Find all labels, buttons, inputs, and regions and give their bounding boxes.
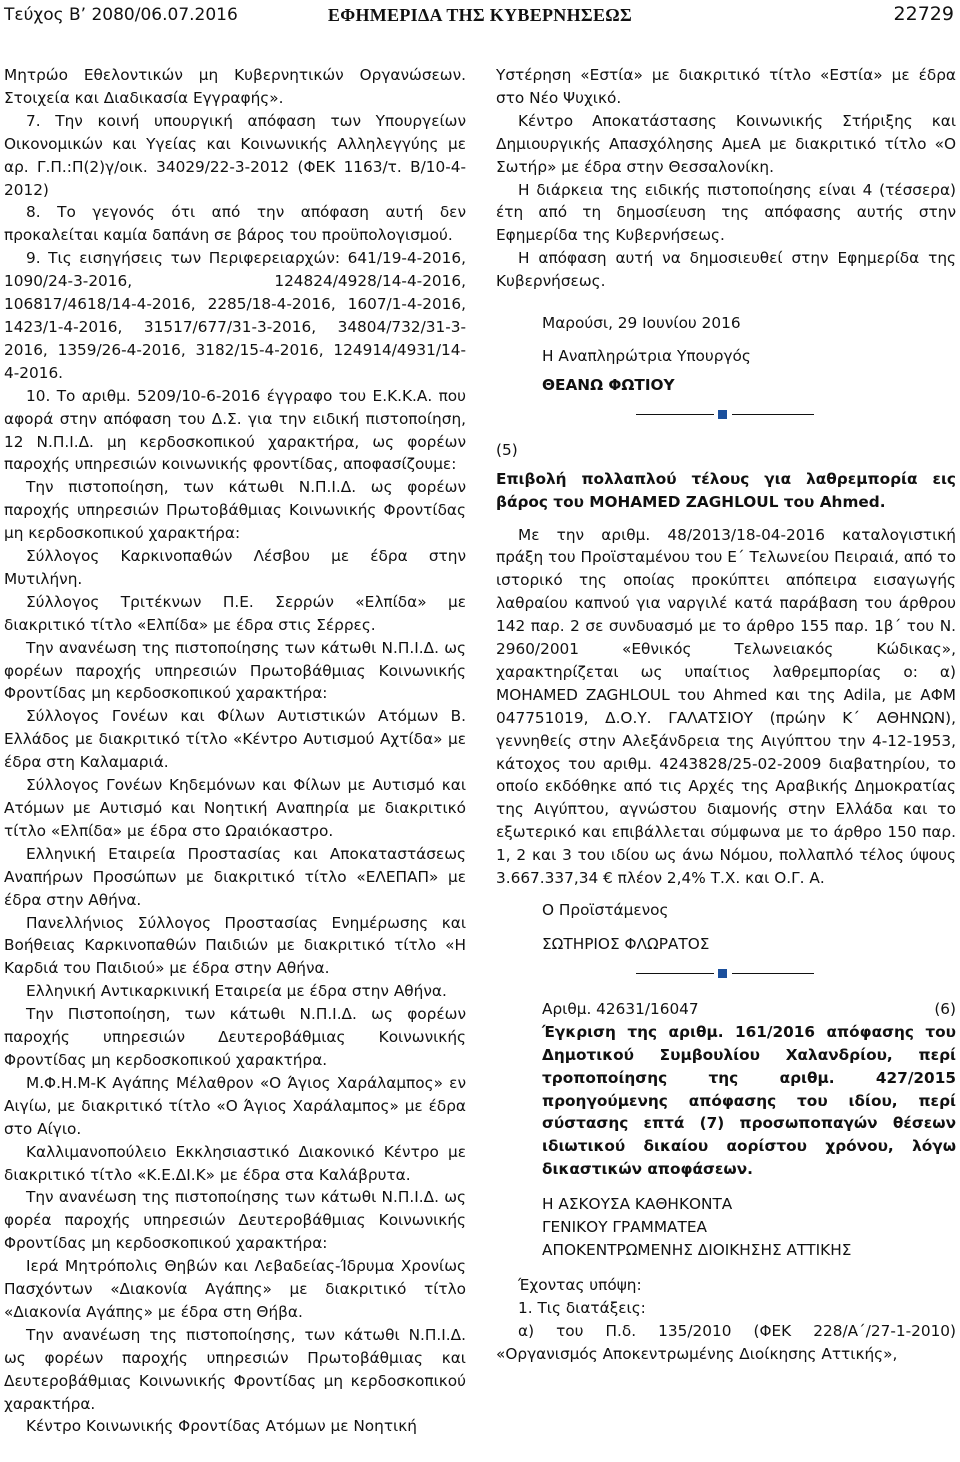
signature-name: ΘΕΑΝΩ ΦΩΤΙΟΥ: [542, 375, 675, 394]
separator-square-icon: [718, 410, 727, 419]
paragraph: Κέντρο Αποκατάστασης Κοινωνικής Στήριξης και Δημιουργικής Απασχόλησης ΑμεΑ με διακριτικό τίτλο «Ο Σωτήρ» με έδρα στην Θεσσαλονίκη.: [496, 111, 956, 176]
section-title: Επιβολή πολλαπλού τέλους για λαθρεμπορία εις βάρος του MOHAMED ZAGHLOUL του Ahmed.: [496, 469, 956, 511]
signature-place-date: Μαρούσι, 29 Ιουνίου 2016: [542, 314, 741, 333]
paragraph: Μ.Φ.Η.Μ-Κ Αγάπης Μέλαθρον «Ο Άγιος Χαράλαμπος» εν Αιγίω, με διακριτικό τίτλο «Ο Άγιος Χαράλαμπος» με έδρα στο Αίγιο.: [4, 1073, 466, 1138]
paragraph: Σύλλογος Τριτέκνων Π.Ε. Σερρών «Ελπίδα» με διακριτικό τίτλο «Ελπίδα» με έδρα στις Σέρρες.: [4, 592, 466, 634]
right-column: [496, 64, 956, 1366]
separator-square-icon: [718, 969, 727, 978]
paragraph: Σύλλογος Γονέων Κηδεμόνων και Φίλων με Αυτισμό και Ατόμων με Αυτισμό και Νοητική Αναπηρία με διακριτικό τίτλο «Ελπίδα» με έδρα στο Ωραιόκαστρο.: [4, 776, 466, 840]
section-number: (5): [496, 440, 518, 459]
paragraph: Καλλιμανοπούλειο Εκκλησιαστικό Διακονικό Κέντρο με διακριτικό τίτλο «Κ.Ε.ΔΙ.Κ» με έδρα στα Καλάβρυτα.: [4, 1142, 466, 1184]
paragraph: 9. Τις εισηγήσεις των Περιφερειαρχών: 641/19-4-2016, 1090/24-3-2016, 124824/4928/14-4-2016, 106817/4618/14-4-2016, 2285/18-4-2016, 1607/1-4-2016, 1423/1-4-2016, 31517/677/31-3-2016, 34804/732/31-3-2016, 1359/26-4-2016, 3182/15-4-2016, 124914/4931/14-4-2016.: [4, 249, 466, 382]
section-title: Έγκριση της αριθμ. 161/2016 απόφασης του Δημοτικού Συμβουλίου Χαλανδρίου, περί τροποποίησης της αριθμ. 427/2015 προηγούμενης απόφασης του ιδίου, περί σύστασης επτά (7) προσωποπαγών θέσεων ιδιωτικού δικαίου αορίστου χρόνου, λόγω δικαστικών αποφάσεων.: [542, 1022, 956, 1179]
signer-role: Ο Προϊστάμενος: [542, 901, 669, 919]
section-separator: [496, 403, 956, 425]
paragraph: Την Πιστοποίηση, των κάτωθι Ν.Π.Ι.Δ. ως φορέων παροχής υπηρεσιών Δευτεροβάθμιας Κοινωνικής Φροντίδας μη κερδοσκοπικού χαρακτήρα.: [4, 1005, 466, 1069]
paragraph: Ελληνική Εταιρεία Προστασίας και Αποκαταστάσεως Αναπήρων Προσώπων με διακριτικό τίτλο «ΕΛΕΠΑΠ» με έδρα στην Αθήνα.: [4, 844, 466, 909]
paragraph: Πανελλήνιος Σύλλογος Προστασίας Ενημέρωσης και Βοήθειας Καρκινοπαθών Παιδιών με διακριτικό τίτλο «Η Καρδιά του Παιδιού» με έδρα στην Αθήνα.: [4, 913, 466, 978]
gazette-title: ΕΦΗΜΕΡΙΔΑ ΤΗΣ ΚΥΒΕΡΝΗΣΕΩΣ: [327, 5, 633, 25]
paragraph: Υστέρηση «Εστία» με διακριτικό τίτλο «Εστία» με έδρα στο Νέο Ψυχικό.: [496, 66, 956, 107]
paragraph: Την ανανέωση της πιστοποίησης, των κάτωθι Ν.Π.Ι.Δ. ως φορέων παροχής υπηρεσιών Πρωτοβάθμιας και Δευτεροβάθμιας Κοινωνικής Φροντίδας μη κερδοσκοπικού χαρακτήρα.: [4, 1325, 466, 1413]
section-ref: Αριθμ. 42631/16047: [542, 999, 699, 1018]
paragraph: Η απόφαση αυτή να δημοσιευθεί στην Εφημερίδα της Κυβερνήσεως.: [496, 249, 956, 291]
page-header: [0, 0, 960, 40]
section-body: Με την αριθμ. 48/2013/18-04-2016 καταλογιστική πράξη του Προϊσταμένου του Ε΄ Τελωνείου Πειραιά, από το ιστορικό της οποίας προκύπτει απόπειρα εισαγωγής λαθραίου καπνού για ναργιλέ κατά παράβαση του άρθρου 142 παρ. 2 σε συνδυασμό με το άρθρο 155 παρ. 1β΄ του Ν. 2960/2001 «Εθνικός Τελωνειακός Κώδικας», χαρακτηρίζεται ως υπαίτιος λαθρεμπορίας ο: α) MOHAMED ZAGHLOUL του Ahmed και της Adila, με ΑΦΜ 047751019, Δ.Ο.Υ. ΓΑΛΑΤΣΙΟΥ (πρώην Κ΄ ΑΘΗΝΩΝ), γεννηθείς στην Αλεξάνδρεια της Αιγύπτου την 4-12-1953, κάτοχος του αριθμ. 4243828/25-02-2009 διαβατηρίου, το οποίο εκδόθηκε από τις Αρχές της Αραβικής Δημοκρατίας της Αιγύπτου, αγνώστου διαμονής στην Ελλάδα και το εξωτερικό και επιβάλλεται σύμφωνα με το άρθρο 150 παρ. 1, 2 και 3 του ιδίου ως άνω Νόμου, πολλαπλό τέλος ύψους 3.667.337,34 € πλέον 2,4% Τ.Χ. και Ο.Γ. Α.: [496, 525, 956, 888]
section-ref-line: [496, 998, 956, 1021]
paragraph: Την ανανέωση της πιστοποίησης των κάτωθι Ν.Π.Ι.Δ. ως φορέα παροχής υπηρεσιών Δευτεροβάθμιας Κοινωνικής Φροντίδας μη κερδοσκοπικού χαρακτήρα:: [4, 1188, 466, 1253]
authority-line: ΓΕΝΙΚΟΥ ΓΡΑΜΜΑΤΕΑ: [542, 1218, 707, 1237]
paragraph: α) του Π.δ. 135/2010 (ΦΕΚ 228/Α΄/27-1-2010) «Οργανισμός Αποκεντρωμένης Διοίκησης Αττικής»,: [496, 1321, 956, 1363]
paragraph: Την πιστοποίηση, των κάτωθι Ν.Π.Ι.Δ. ως φορέων παροχής υπηρεσιών Πρωτοβάθμιας Κοινωνικής Φροντίδας μη κερδοσκοπικού χαρακτήρα:: [4, 478, 466, 543]
signature-role: Η Αναπληρώτρια Υπουργός: [542, 346, 751, 365]
paragraph: Μητρώο Εθελοντικών μη Κυβερνητικών Οργανώσεων. Στοιχεία και Διαδικασία Εγγραφής».: [4, 66, 466, 107]
issue-label: Τεύχος Β’ 2080/06.07.2016: [4, 5, 238, 25]
paragraph: Ιερά Μητρόπολις Θηβών και Λεβαδείας-Ίδρυμα Χρονίως Πασχόντων «Διακονία Αγάπης» με διακριτικό τίτλο «Διακονία Αγάπης» με έδρα στη Θήβα.: [4, 1257, 466, 1321]
paragraph: 8. Το γεγονός ότι από την απόφαση αυτή δεν προκαλείται καμία δαπάνη σε βάρος του προϋπολογισμού.: [4, 203, 466, 245]
paragraph: Έχοντας υπόψη:: [518, 1275, 642, 1294]
paragraph: Την ανανέωση της πιστοποίησης των κάτωθι Ν.Π.Ι.Δ. ως φορέων παροχής υπηρεσιών Πρωτοβάθμιας Κοινωνικής Φροντίδας μη κερδοσκοπικού χαρακτήρα:: [4, 638, 466, 703]
paragraph: Σύλλογος Γονέων και Φίλων Αυτιστικών Ατόμων Β. Ελλάδος με διακριτικό τίτλο «Κέντρο Αυτισμού Αχτίδα» με έδρα στη Καλαμαριά.: [4, 707, 466, 772]
section-number: (6): [934, 999, 956, 1018]
paragraph: Σύλλογος Καρκινοπαθών Λέσβου με έδρα στην Μυτιλήνη.: [4, 547, 466, 588]
page-number: 22729: [893, 3, 954, 25]
authority-line: ΑΠΟΚΕΝΤΡΩΜΕΝΗΣ ΔΙΟΙΚΗΣΗΣ ΑΤΤΙΚΗΣ: [542, 1240, 852, 1259]
authority-line: Η ΑΣΚΟΥΣΑ ΚΑΘΗΚΟΝΤΑ: [542, 1195, 733, 1214]
paragraph: Η διάρκεια της ειδικής πιστοποίησης είναι 4 (τέσσερα) έτη από τη δημοσίευση της απόφασης αυτής στην Εφημερίδα της Κυβερνήσεως.: [496, 180, 956, 245]
paragraph: 10. Το αριθμ. 5209/10-6-2016 έγγραφο του Ε.Κ.Κ.Α. που αφορά στην απόφαση του Δ.Σ. για την ειδική πιστοποίηση, 12 Ν.Π.Ι.Δ. μη κερδοσκοπικού χαρακτήρα, ως φορέων παροχής υπηρεσιών κοινωνικής φροντίδας, αποφασίζουμε:: [4, 386, 466, 474]
paragraph: 1. Τις διατάξεις:: [518, 1298, 646, 1317]
section-separator: [496, 962, 956, 984]
paragraph: Ελληνική Αντικαρκινική Εταιρεία με έδρα στην Αθήνα.: [26, 982, 447, 1001]
signer-name: ΣΩΤΗΡΙΟΣ ΦΛΩΡΑΤΟΣ: [542, 934, 710, 953]
paragraph: Κέντρο Κοινωνικής Φροντίδας Ατόμων με Νοητική: [26, 1417, 417, 1436]
paragraph: 7. Την κοινή υπουργική απόφαση των Υπουργείων Οικονομικών και Υγείας και Κοινωνικής Αλληλεγγύης με αρ. Γ.Π.:Π(2)γ/οικ. 34029/22-3-2012 (ΦΕΚ 1163/τ. Β/10-4-2012): [4, 111, 466, 199]
left-column: [4, 64, 466, 1438]
